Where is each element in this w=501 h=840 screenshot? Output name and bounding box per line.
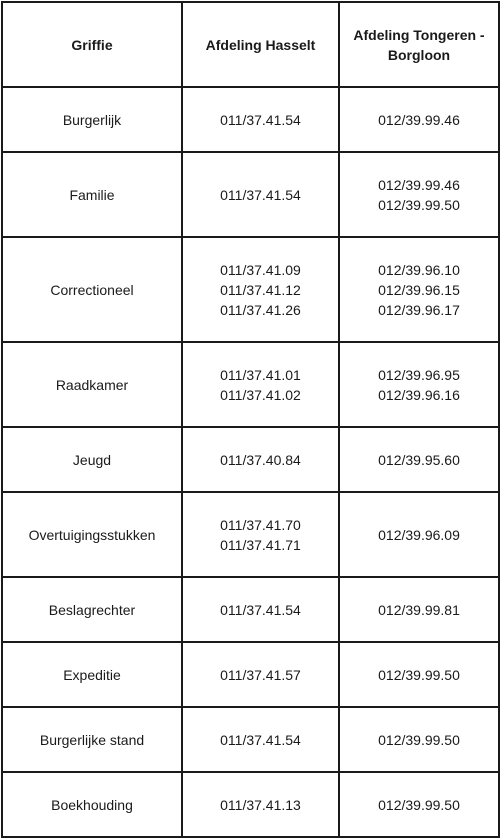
phone-number: 011/37.41.13 xyxy=(220,796,301,813)
header-tongeren-line1: Afdeling Tongeren - xyxy=(353,26,485,43)
tongeren-phone xyxy=(339,342,499,427)
phone-number: 012/39.99.46 xyxy=(378,111,460,128)
phone-number: 011/37.41.01 xyxy=(220,366,301,383)
phone-number: 011/37.41.26 xyxy=(220,301,301,318)
row-label: Raadkamer xyxy=(2,342,182,427)
header-tongeren-line2: Borgloon xyxy=(387,46,451,63)
phone-number: 012/39.96.95 xyxy=(378,366,460,383)
tongeren-phone xyxy=(339,427,499,492)
phone-number: 012/39.96.09 xyxy=(378,526,460,543)
phone-number: 011/37.41.70 xyxy=(220,516,301,533)
phone-number: 012/39.99.81 xyxy=(378,601,460,618)
phone-number: 011/37.41.54 xyxy=(220,601,301,618)
phone-number: 011/37.41.54 xyxy=(220,186,301,203)
table-row xyxy=(2,772,499,837)
row-label: Familie xyxy=(2,152,182,237)
phone-number: 011/37.41.54 xyxy=(220,731,301,748)
tongeren-phone xyxy=(339,87,499,152)
table-row xyxy=(2,237,499,342)
header-afdeling-tongeren xyxy=(339,2,499,87)
tongeren-phone xyxy=(339,237,499,342)
header-afdeling-hasselt: Afdeling Hasselt xyxy=(182,2,339,87)
table-row xyxy=(2,152,499,237)
header-griffie: Griffie xyxy=(2,2,182,87)
phone-number: 011/37.41.54 xyxy=(220,111,301,128)
row-label: Boekhouding xyxy=(2,772,182,837)
phone-number: 011/37.41.71 xyxy=(220,536,301,553)
hasselt-phone xyxy=(182,237,339,342)
phone-number: 012/39.96.10 xyxy=(378,261,460,278)
table-row xyxy=(2,342,499,427)
table-row xyxy=(2,642,499,707)
phone-number: 011/37.41.09 xyxy=(220,261,301,278)
hasselt-phone xyxy=(182,87,339,152)
row-label: Beslagrechter xyxy=(2,577,182,642)
tongeren-phone xyxy=(339,707,499,772)
phone-number: 012/39.99.46 xyxy=(378,176,460,193)
table-row xyxy=(2,707,499,772)
row-label: Burgerlijke stand xyxy=(2,707,182,772)
phone-number: 011/37.40.84 xyxy=(220,451,301,468)
table-row xyxy=(2,577,499,642)
hasselt-phone xyxy=(182,642,339,707)
tongeren-phone xyxy=(339,772,499,837)
tongeren-phone xyxy=(339,577,499,642)
phone-number: 012/39.99.50 xyxy=(378,196,460,213)
tongeren-phone xyxy=(339,642,499,707)
phone-number: 012/39.99.50 xyxy=(378,731,460,748)
hasselt-phone xyxy=(182,342,339,427)
table-row xyxy=(2,87,499,152)
tongeren-phone xyxy=(339,152,499,237)
row-label: Expeditie xyxy=(2,642,182,707)
table-row xyxy=(2,492,499,577)
phone-number: 011/37.41.02 xyxy=(220,386,301,403)
row-label: Burgerlijk xyxy=(2,87,182,152)
hasselt-phone xyxy=(182,152,339,237)
tongeren-phone xyxy=(339,492,499,577)
hasselt-phone xyxy=(182,577,339,642)
phone-number: 012/39.99.50 xyxy=(378,666,460,683)
hasselt-phone xyxy=(182,707,339,772)
phone-number: 011/37.41.12 xyxy=(220,281,301,298)
hasselt-phone xyxy=(182,427,339,492)
phone-number: 011/37.41.57 xyxy=(220,666,301,683)
row-label: Jeugd xyxy=(2,427,182,492)
phone-number: 012/39.96.16 xyxy=(378,386,460,403)
phone-number: 012/39.96.15 xyxy=(378,281,460,298)
hasselt-phone xyxy=(182,772,339,837)
hasselt-phone xyxy=(182,492,339,577)
phone-number: 012/39.95.60 xyxy=(378,451,460,468)
table-row xyxy=(2,427,499,492)
table-header-row xyxy=(2,2,499,87)
row-label: Correctioneel xyxy=(2,237,182,342)
phone-number: 012/39.96.17 xyxy=(378,301,460,318)
phone-number: 012/39.99.50 xyxy=(378,796,460,813)
griffie-contact-table xyxy=(1,1,500,838)
row-label: Overtuigingsstukken xyxy=(2,492,182,577)
